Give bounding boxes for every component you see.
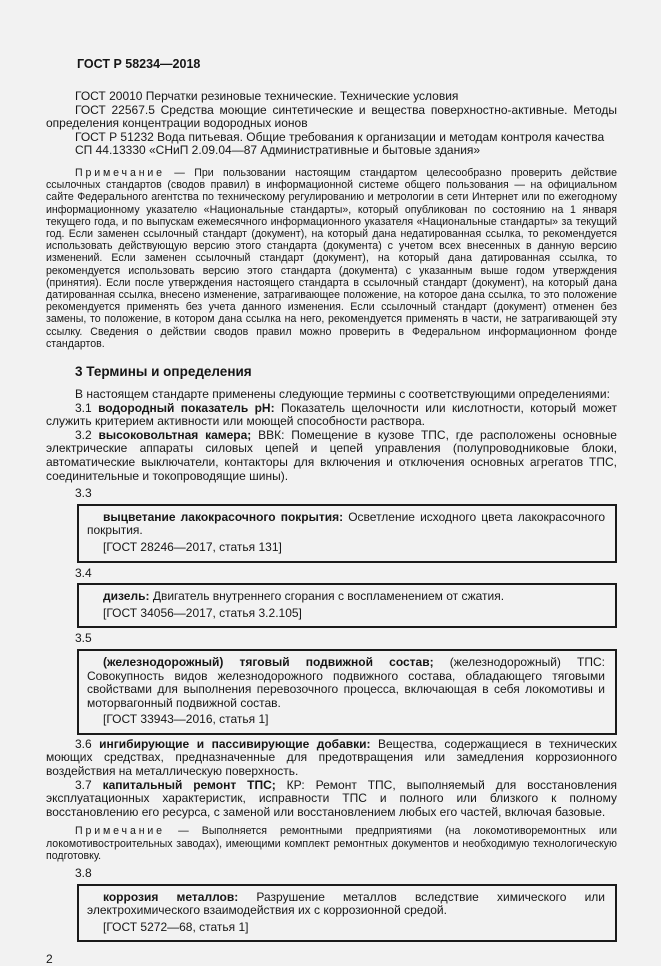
term-number-label-3-5: 3.5 xyxy=(75,631,92,646)
term-abbr: КР: xyxy=(286,777,305,792)
boxed-term xyxy=(87,656,605,710)
boxed-term xyxy=(87,891,605,918)
definition-box-3-4 xyxy=(77,583,617,628)
note-label: Примечание xyxy=(75,825,165,838)
term-name: выцветание лакокрасочного покрытия: xyxy=(103,509,344,524)
reference-item: ГОСТ 20010 Перчатки резиновые технические. Технические условия xyxy=(75,89,459,103)
term-paragraph-3-6 xyxy=(46,738,617,779)
term-number: 3.7 xyxy=(75,777,92,792)
term-definition: Осветление исходного цвета лакокрасочного покрытия. xyxy=(87,509,605,538)
section-intro: В настоящем стандарте применены следующие термины с соответствующими определениями: xyxy=(75,387,610,402)
note-text: — Выполняется ремонтными предприятиями (на локомотиворемонтных или локомотивостроительных заводах), имеющими комплект ремонтных документов и необходимую технологическую подготовку. xyxy=(46,825,617,862)
term-definition: Ремонт ТПС, выполняемый для восстановления эксплуатационных характеристик, исправности ТПС и полного или близкого к полному восстановлению его ресурса, с заменой или восстановлением любых его частей, включая базовые. xyxy=(46,777,618,819)
term-name: капитальный ремонт ТПС; xyxy=(102,777,276,792)
reference-item: СП 44.13330 «СНиП 2.09.04—87 Административные и бытовые здания» xyxy=(75,143,481,158)
term-number-label-3-8: 3.8 xyxy=(75,866,92,881)
definition-source: [ГОСТ 5272—68, статья 1] xyxy=(103,919,249,934)
term-definition: Вещества, содержащиеся в технических моющих средствах, предназначенные для предотвращения или замедления коррозионного воздействия на металлическую поверхность. xyxy=(46,736,617,779)
definition-source: [ГОСТ 34056—2017, статья 3.2.105] xyxy=(103,605,302,620)
term-abbr: ВВК: xyxy=(258,427,285,442)
term-number: 3.1 xyxy=(75,400,92,415)
term-definition: Показатель щелочности или кислотности, который может служить критерием активности или моющей способности раствора. xyxy=(46,400,617,429)
term-name: водородный показатель pH: xyxy=(98,400,275,415)
term-paragraph-3-1 xyxy=(46,402,617,429)
term-number: 3.6 xyxy=(75,736,92,751)
term-name: высоковольтная камера; xyxy=(98,427,252,442)
term-name: дизель: xyxy=(103,589,150,604)
definition-source: [ГОСТ 28246—2017, статья 131] xyxy=(103,539,282,554)
definition-box-3-3 xyxy=(77,504,617,563)
note-text: — При пользовании настоящим стандартом целесообразно проверить действие ссылочных стандартов (сводов правил) в информационной системе общего пользования — на официальном сайте Федерального агентства по техническому регулированию и метрологии в сети Интернет или по ежегодному информационному указателю «Национальные стандарты», который опубликован по состоянию на 1 января текущего года, и по выпускам ежемесячного информационного указателя «Национальные стандарты» за текущий год. Если заменен ссылочный стандарт (документ), на который дана недатированная ссылка, то рекомендуется использовать действующую версию этого стандарта (документа) с учетом всех внесенных в данную версию изменений. Если заменен ссылочный стандарт (документ), на который дана датированная ссылка, то рекомендуется использовать версию этого стандарта (документа) с указанным выше годом утверждения (принятия). Если после утверждения настоящего стандарта в ссылочный стандарт (документ), на который дана датированная ссылка, внесено изменение, затрагивающее положение, на которое дана ссылка, то это положение рекомендуется применять без учета данного изменения. Если ссылочный стандарт (документ) отменен без замены, то положение, в котором дана ссылка на него, рекомендуется применять в части, не затрагивающей эту ссылку. Сведения о действии сводов правил можно проверить в Федеральном информационном фонде стандартов. xyxy=(46,166,617,350)
running-header: ГОСТ Р 58234—2018 xyxy=(77,57,201,71)
term-number-label-3-3: 3.3 xyxy=(75,486,92,501)
references-note xyxy=(46,167,617,350)
note-label: Примечание xyxy=(75,166,165,179)
boxed-term xyxy=(87,590,605,604)
term-paragraph-3-2 xyxy=(46,429,617,483)
section-heading: 3 Термины и определения xyxy=(75,364,252,380)
page-number: 2 xyxy=(46,952,53,966)
definition-source: [ГОСТ 33943—2016, статья 1] xyxy=(103,712,269,727)
term-definition: Разрушение металлов вследствие химического или электрохимического взаимодействия их с коррозионной средой. xyxy=(87,889,605,918)
term-definition: Двигатель внутреннего сгорания с воспламенением от сжатия. xyxy=(152,589,505,604)
term-number-label-3-4: 3.4 xyxy=(75,565,92,580)
term-name: ингибирующие и пассивирующие добавки: xyxy=(99,736,371,751)
term-paragraph-3-7 xyxy=(46,779,617,820)
term-definition: Совокупность видов железнодорожного подвижного состава, обладающего тяговыми свойствами для выполнения перевозочного процесса, включающая в себя локомотивы и моторвагонный подвижной состав. xyxy=(87,668,605,710)
definition-box-3-5 xyxy=(77,649,617,735)
term-abbr: (железнодорожный) ТПС: xyxy=(449,654,606,669)
boxed-term xyxy=(87,511,605,538)
reference-item: ГОСТ 22567.5 Средства моющие синтетические и вещества поверхностно-активные. Методы определения концентрации водородных ионов xyxy=(46,102,617,131)
term-name: коррозия металлов: xyxy=(103,889,239,904)
term-name: (железнодорожный) тяговый подвижной состав; xyxy=(103,654,434,669)
definition-box-3-8 xyxy=(77,884,617,943)
term-number: 3.2 xyxy=(75,427,92,442)
term-note-3-7 xyxy=(46,825,617,862)
reference-item: ГОСТ Р 51232 Вода питьевая. Общие требования к организации и методам контроля качества xyxy=(75,129,605,144)
term-definition: Помещение в кузове ТПС, где расположены основные электрические аппараты силовых цепей и цепей управления (полупроводниковые блоки, автоматические выключатели, контакторы для включения и отключения основных агрегатов ТПС, соединительные и токопроводящие шины). xyxy=(46,427,617,483)
